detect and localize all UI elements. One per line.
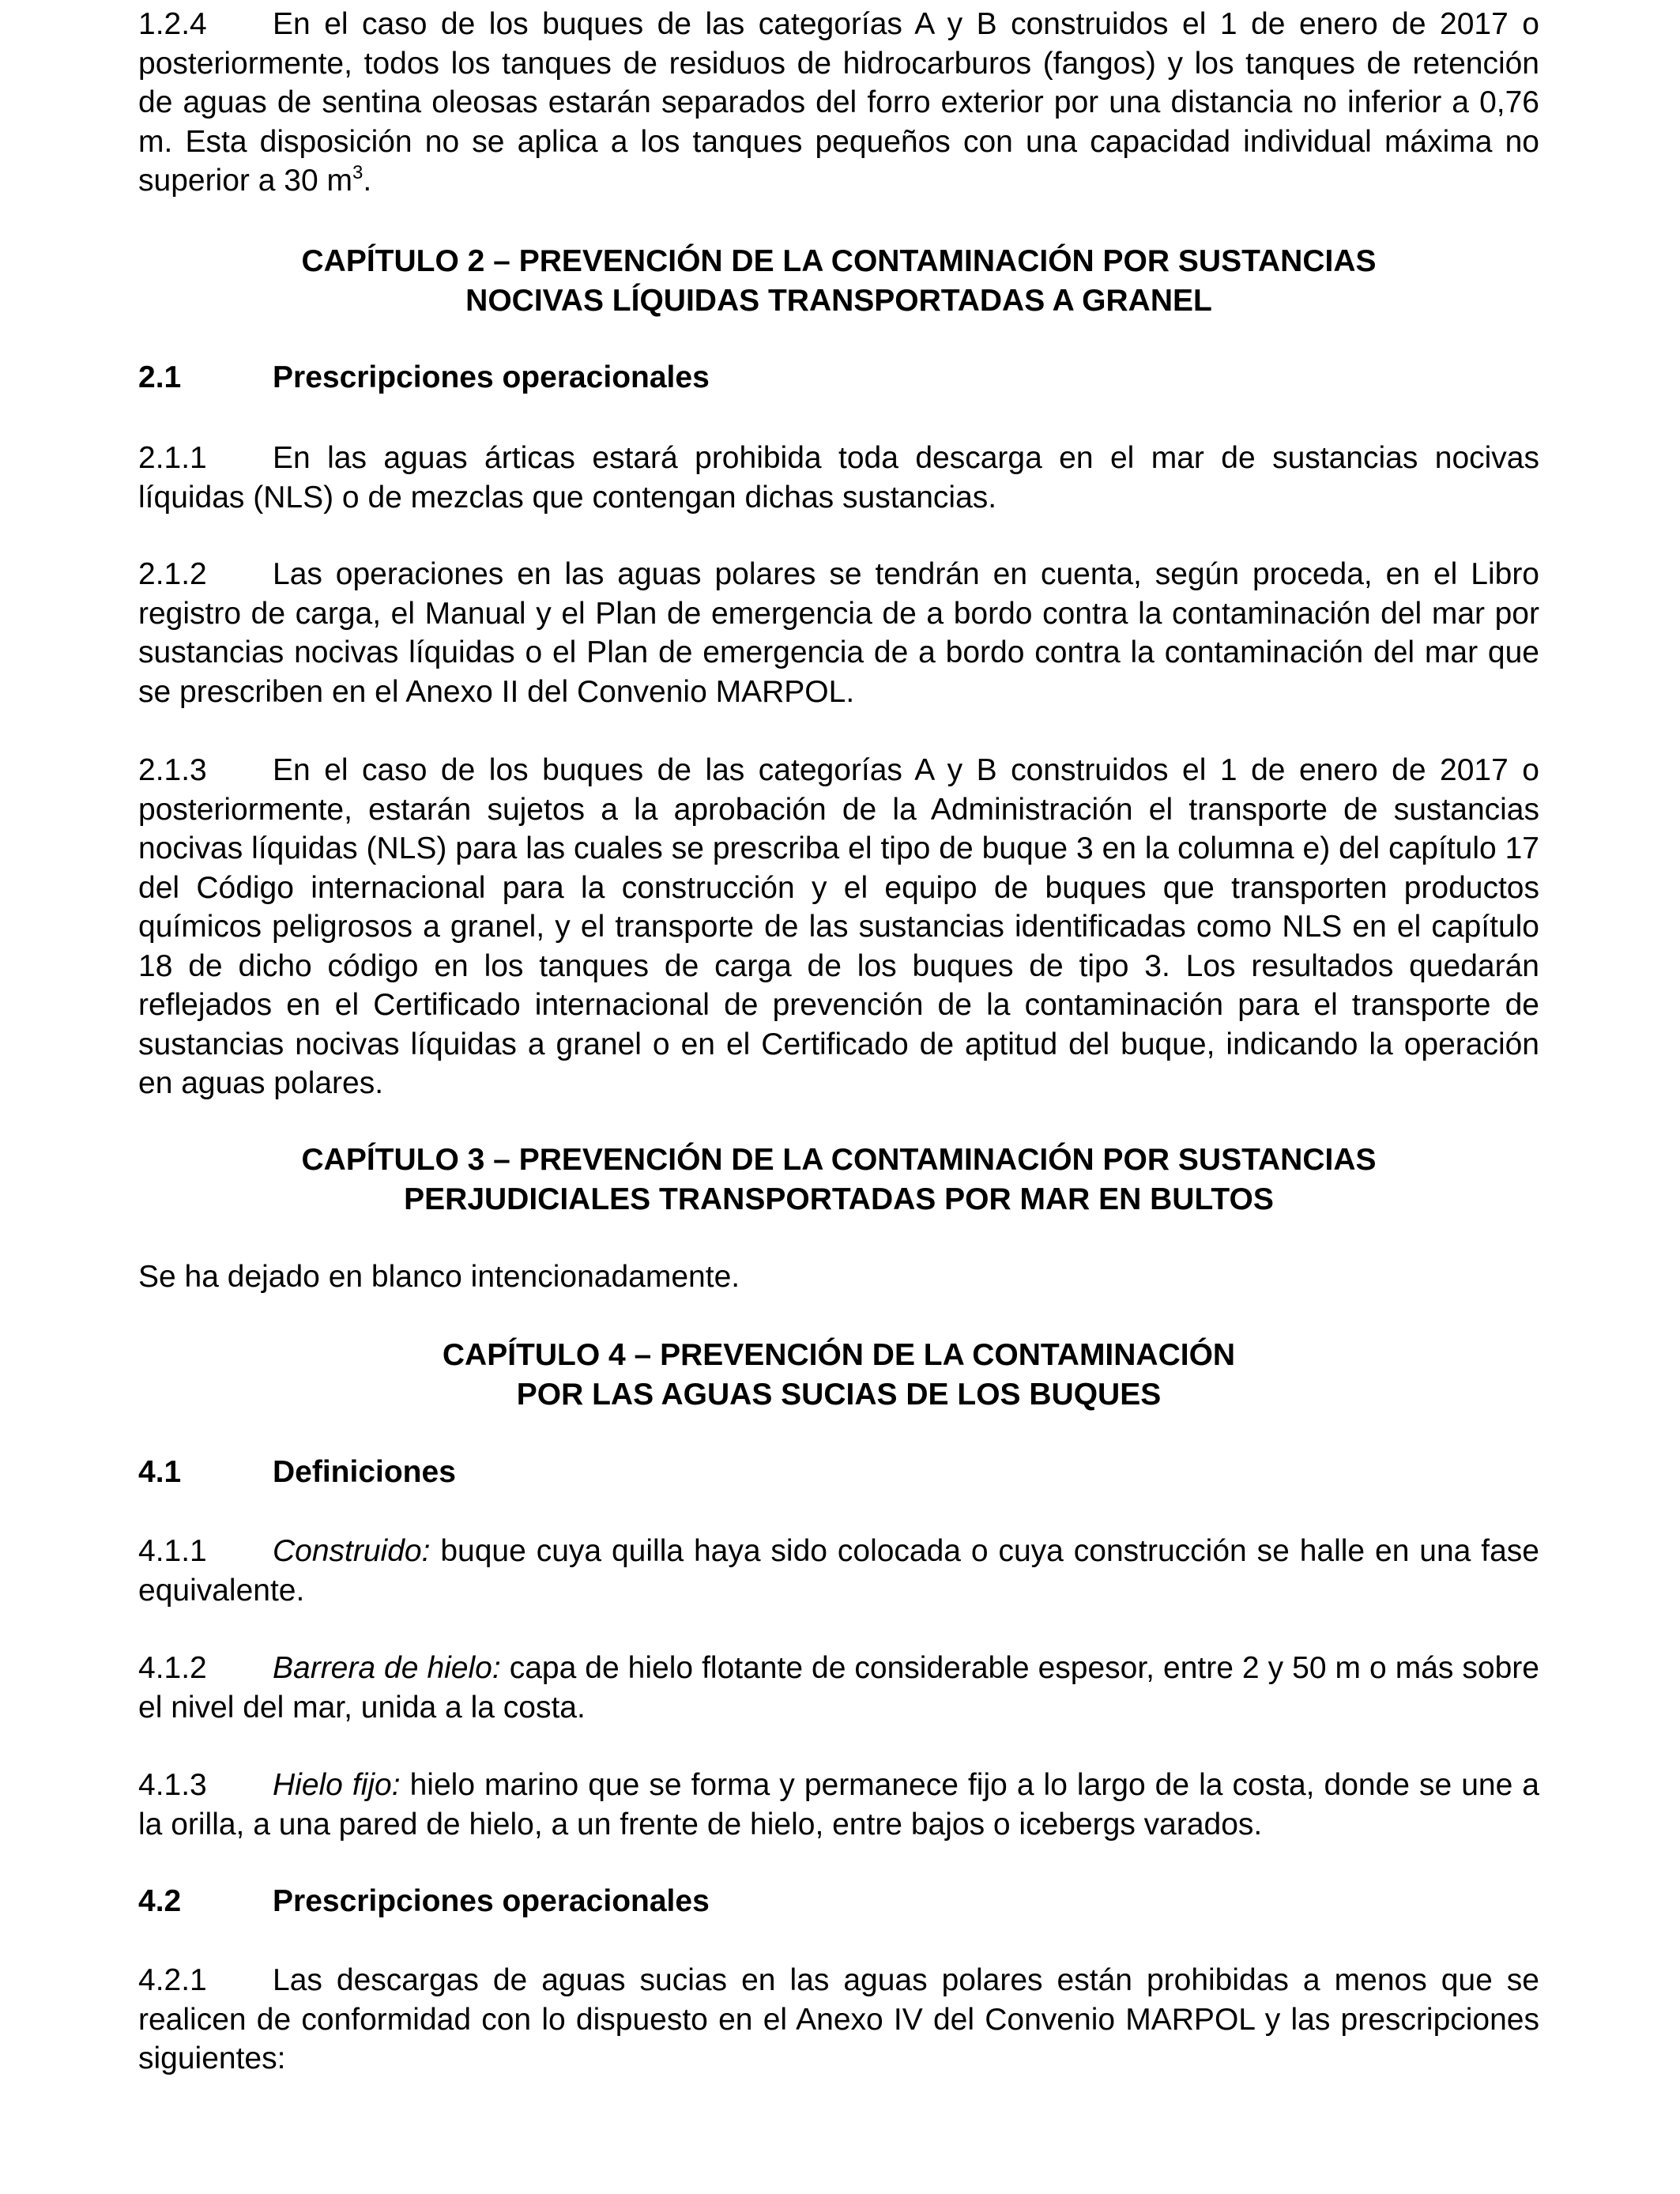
- section-title: Definiciones: [273, 1455, 456, 1489]
- paragraph-4-2-1: [138, 1961, 1539, 2079]
- paragraph-4-1-1: [138, 1532, 1539, 1610]
- paragraph-2-1-1: [138, 439, 1539, 517]
- chapter-heading-line: POR LAS AGUAS SUCIAS DE LOS BUQUES: [516, 1377, 1162, 1412]
- chapter-3-heading: [138, 1140, 1539, 1219]
- paragraph-end: .: [363, 164, 372, 198]
- paragraph-number: 4.1.1: [138, 1534, 207, 1568]
- paragraph-text: capa de hielo flotante de considerable espesor, entre 2 y 50 m o más sobre el nivel del mar, unida a la costa.: [138, 1651, 1539, 1725]
- paragraph-number: 1.2.4: [138, 7, 207, 41]
- paragraph-2-1-3: [138, 751, 1539, 1103]
- section-4-2-heading: [138, 1882, 1539, 1921]
- paragraph-number: 2.1.2: [138, 557, 207, 591]
- chapter-heading-line: CAPÍTULO 3 – PREVENCIÓN DE LA CONTAMINACIÓN POR SUSTANCIAS: [301, 1143, 1377, 1177]
- defined-term: Construido:: [273, 1534, 431, 1568]
- paragraph-number: 4.1.3: [138, 1768, 207, 1802]
- chapter-heading-line: PERJUDICIALES TRANSPORTADAS POR MAR EN BULTOS: [404, 1182, 1274, 1216]
- defined-term: Hielo fijo:: [273, 1768, 401, 1802]
- section-2-1-heading: [138, 358, 1539, 398]
- section-title: Prescripciones operacionales: [273, 360, 710, 394]
- chapter-2-heading: [138, 242, 1539, 320]
- paragraph-2-1-2: [138, 555, 1539, 711]
- paragraph-text: hielo marino que se forma y permanece fijo a lo largo de la costa, donde se une a la orilla, a una pared de hielo, a un frente de hielo, entre bajos o icebergs varados.: [138, 1768, 1539, 1842]
- section-number: 4.1: [138, 1455, 182, 1489]
- paragraph-text: Las descargas de aguas sucias en las aguas polares están prohibidas a menos que se realicen de conformidad con lo dispuesto en el Anexo IV del Convenio MARPOL y las prescripciones siguientes:: [138, 1963, 1539, 2075]
- paragraph-text: En el caso de los buques de las categorías A y B construidos el 1 de enero de 2017 o posteriormente, estarán sujetos a la aprobación de la Administración el transporte de sustancias nocivas líquidas (NLS) para las cuales se prescriba el tipo de buque 3 en la columna e) del capítulo 17 del Código internacional para la construcción y el equipo de buques que transporten productos químicos peligrosos a granel, y el transporte de las sustancias identificadas como NLS en el capítulo 18 de dicho código en los tanques de carga de los buques de tipo 3. Los resultados quedarán reflejados en el Certificado internacional de prevención de la contaminación para el transporte de sustancias nocivas líquidas a granel o en el Certificado de aptitud del buque, indicando la operación en aguas polares.: [138, 753, 1539, 1100]
- paragraph-text: En las aguas árticas estará prohibida toda descarga en el mar de sustancias nocivas líquidas (NLS) o de mezclas que contengan dichas sustancias.: [138, 441, 1539, 515]
- chapter-heading-line: CAPÍTULO 4 – PREVENCIÓN DE LA CONTAMINACIÓN: [442, 1338, 1236, 1372]
- paragraph-number: 2.1.3: [138, 753, 207, 787]
- chapter-4-heading: [138, 1336, 1539, 1414]
- paragraph-1-2-4: [138, 5, 1539, 201]
- section-title: Prescripciones operacionales: [273, 1884, 710, 1918]
- section-number: 2.1: [138, 360, 182, 394]
- section-number: 4.2: [138, 1884, 182, 1918]
- paragraph-text: buque cuya quilla haya sido colocada o cuya construcción se halle en una fase equivalente.: [138, 1534, 1539, 1608]
- chapter-heading-line: NOCIVAS LÍQUIDAS TRANSPORTADAS A GRANEL: [465, 283, 1212, 318]
- paragraph-number: 4.2.1: [138, 1963, 207, 1997]
- paragraph-4-1-3: [138, 1766, 1539, 1844]
- paragraph-number: 2.1.1: [138, 441, 207, 475]
- paragraph-text: Las operaciones en las aguas polares se tendrán en cuenta, según proceda, en el Libro registro de carga, el Manual y el Plan de emergencia de a bordo contra la contaminación del mar por sustancias nocivas líquidas o el Plan de emergencia de a bordo contra la contaminación del mar que se prescriben en el Anexo II del Convenio MARPOL.: [138, 557, 1539, 709]
- defined-term: Barrera de hielo:: [273, 1651, 501, 1685]
- paragraph-text: En el caso de los buques de las categorías A y B construidos el 1 de enero de 2017 o posteriormente, todos los tanques de residuos de hidrocarburos (fangos) y los tanques de retención de aguas de sentina oleosas estarán separados del forro exterior por una distancia no inferior a 0,76 m. Esta disposición no se aplica a los tanques pequeños con una capacidad individual máxima no superior a 30 m: [138, 7, 1539, 198]
- section-4-1-heading: [138, 1453, 1539, 1492]
- paragraph-number: 4.1.2: [138, 1651, 207, 1685]
- chapter-3-note: Se ha dejado en blanco intencionadamente.: [138, 1260, 740, 1294]
- paragraph-4-1-2: [138, 1649, 1539, 1727]
- superscript: 3: [352, 162, 363, 183]
- chapter-heading-line: CAPÍTULO 2 – PREVENCIÓN DE LA CONTAMINACIÓN POR SUSTANCIAS: [301, 244, 1377, 278]
